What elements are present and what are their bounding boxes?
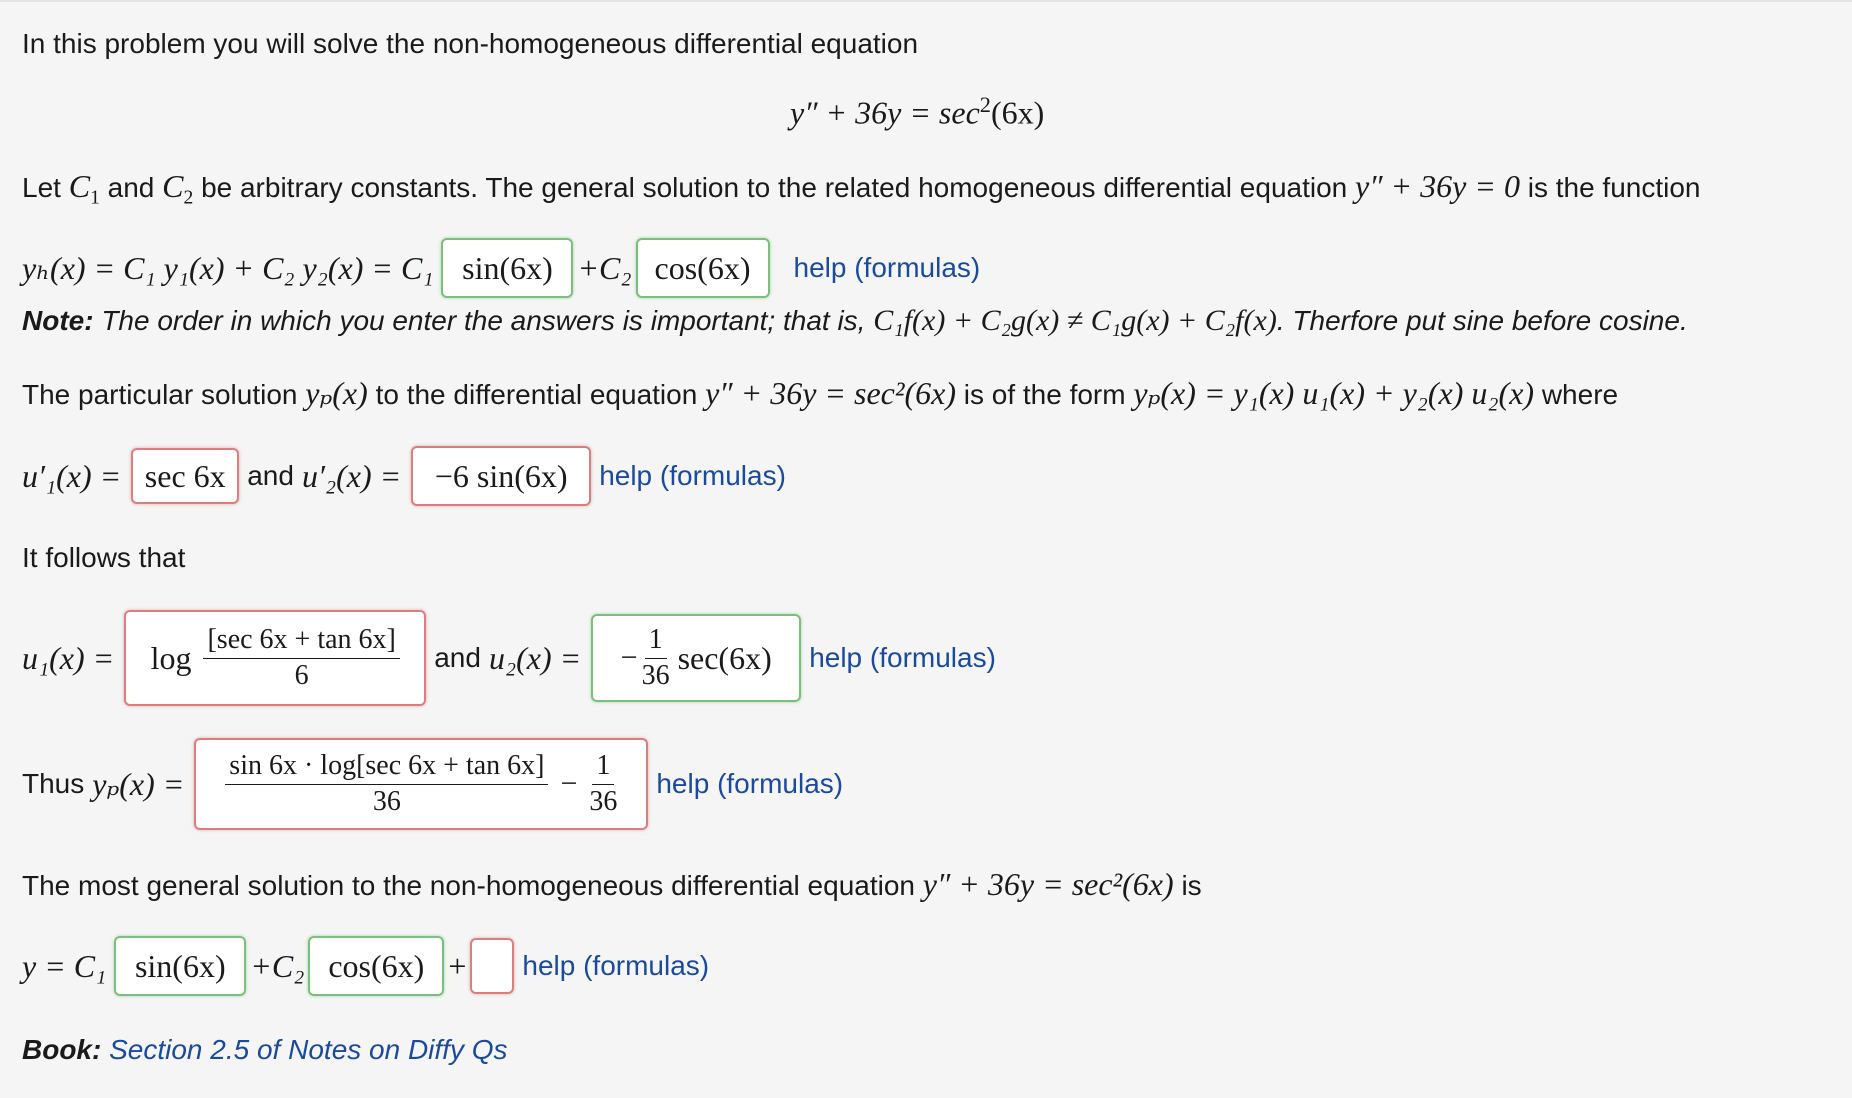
homogeneous-solution-line	[22, 238, 980, 298]
follows-text: It follows that	[22, 542, 186, 573]
main-equation: $y'' + 36y = \sec^2(6x)$	[790, 92, 1045, 131]
book-link[interactable]: Section 2.5 of Notes on Diffy Qs	[109, 1034, 508, 1065]
c2-term: +C₂	[250, 947, 305, 984]
particular-result-line	[22, 738, 843, 830]
order-note: Note: The order in which you enter the answers is important; that is, C₁f(x) + C₂g(x) ≠ C₁g(x) + C₂f(x). Therfore put sine before cosine.	[22, 304, 1688, 337]
general-solution-line	[22, 936, 709, 996]
yp-label: yₚ(x) =	[92, 766, 185, 802]
thus-label: Thus	[22, 768, 85, 799]
answer-box-u1[interactable]: log $\frac{[\sec 6x + \tan 6x]}{6}$	[124, 610, 426, 706]
intro-text: In this problem you will solve the non-homogeneous differential equation	[22, 28, 919, 59]
help-formulas-link[interactable]: help (formulas)	[809, 642, 996, 673]
c2-term: +C₂	[577, 249, 632, 286]
and-text: and	[434, 642, 481, 673]
u2-prime-label: u′₂(x) =	[301, 457, 402, 494]
help-formulas-link[interactable]: help (formulas)	[793, 252, 981, 283]
book-reference	[22, 1034, 508, 1066]
help-formulas-link[interactable]: help (formulas)	[522, 950, 710, 981]
help-formulas-link[interactable]: help (formulas)	[599, 460, 786, 491]
answer-box-u2[interactable]: − $\frac{1}{36}$ sec(6x)	[591, 614, 801, 702]
u1-prime-label: u′₁(x) =	[22, 457, 122, 494]
y-lhs: y = C₁	[22, 947, 107, 984]
answer-box-final-yp[interactable]	[470, 938, 514, 994]
answer-box-u2-prime[interactable]: −6 sin(6x)	[411, 446, 591, 506]
book-label: Book:	[22, 1034, 102, 1065]
u2-label: u₂(x) =	[488, 639, 582, 676]
yh-lhs: yₕ(x) = C₁ y₁(x) + C₂ y₂(x) = C₁	[22, 250, 434, 286]
general-solution-text: The most general solution to the non-homogeneous differential equation y″ + 36y = sec²(6x) is	[22, 866, 1202, 902]
answer-box-u1-prime[interactable]: sec 6x	[131, 448, 239, 504]
answer-box-y1[interactable]: sin(6x)	[441, 238, 573, 298]
help-formulas-link[interactable]: help (formulas)	[656, 768, 844, 799]
answer-box-final-y2[interactable]: cos(6x)	[308, 936, 444, 996]
and-text: and	[247, 460, 294, 491]
top-divider	[0, 0, 1852, 2]
answer-box-final-y1[interactable]: sin(6x)	[114, 936, 246, 996]
plus-sign: +	[448, 947, 467, 984]
homogeneous-text: Let $C_1$ and $C_2$ be arbitrary constants. The general solution to the related homogeneous differential equation y″ + 36y = 0 is the function	[22, 168, 1701, 209]
u-prime-line	[22, 446, 786, 506]
u-line	[22, 610, 996, 706]
answer-box-y2[interactable]: cos(6x)	[636, 238, 770, 298]
u1-label: u₁(x) =	[22, 639, 115, 676]
answer-box-yp[interactable]: $\frac{\sin 6x \cdot \log[\sec 6x + \tan 6x]}{36}$ − $\frac{1}{36}$	[194, 738, 648, 830]
particular-solution-text: The particular solution yₚ(x) to the differential equation y″ + 36y = sec²(6x) is of the form yₚ(x) = y₁(x) u₁(x) + y₂(x) u₂(x) where	[22, 375, 1619, 411]
